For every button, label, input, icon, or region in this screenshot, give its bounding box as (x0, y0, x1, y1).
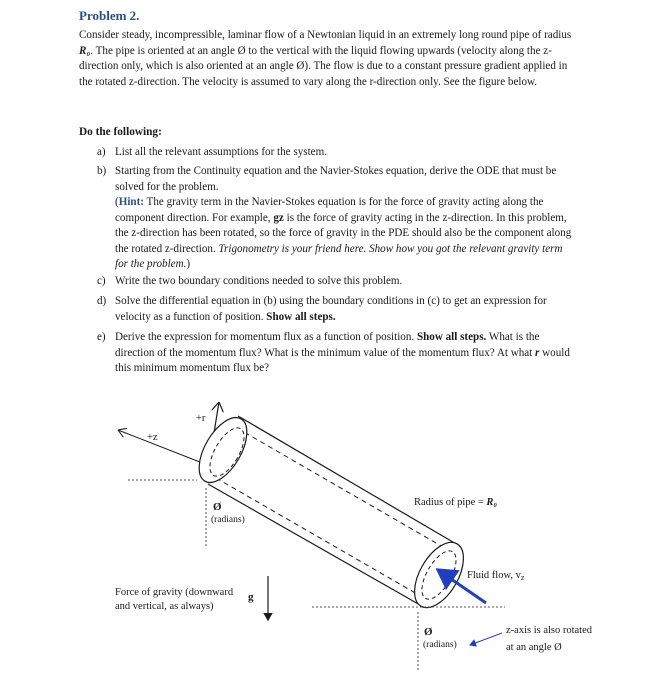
tasks-heading: Do the following: (79, 126, 162, 138)
task-b-label: b) (97, 165, 107, 177)
z-axis-note-pointer (470, 633, 502, 645)
gravity-label-line2: and vertical, as always) (115, 601, 214, 612)
gravity-g-label: g (248, 591, 254, 603)
phi-right-label: Ø (424, 626, 433, 638)
intro-part-2: . The pipe is oriented at an angle Ø to the vertical with the liquid flowing upwards (velocity along the z-direction only, which is also oriented at an angle Ø). The flow is due to a constant pressure gradient applied in the rotated z-direction. The velocity is assumed to vary along the r-direction only. See the figure below. (79, 44, 568, 88)
task-e-part-2: What is the direction of the momentum flux? What is the minimum value of the momentum flux? At what (115, 331, 540, 359)
task-d-label: d) (97, 295, 107, 307)
hint-part-2: is the force of gravity acting in the z-direction. In this problem, the z-direction has been rotated, so the force of gravity in the PDE should also be the component along the rotated z-direction. (115, 211, 572, 255)
z-axis-note-line2: at an angle Ø (506, 642, 562, 653)
task-c-label: c) (97, 275, 106, 287)
r-symbol: r (535, 346, 540, 359)
task-e-part-3: would this minimum momentum flux be? (115, 346, 570, 375)
radius-symbol: R₀ (79, 44, 91, 57)
radians-left-label: (radians) (211, 515, 245, 525)
plus-z-label: +z (147, 432, 158, 443)
task-e-part-1: Derive the expression for momentum flux as a function of position. (115, 331, 417, 343)
z-axis-note-line1: z-axis is also rotated (506, 625, 593, 636)
hint-part-1: The gravity term in the Navier-Stokes equation is for the force of gravity acting along the component direction. For example, (115, 196, 544, 224)
phi-left-label: Ø (213, 501, 222, 513)
intro-part-1: Consider steady, incompressible, laminar flow of a Newtonian liquid in an extremely long round pipe of radius (79, 29, 572, 41)
task-d-bold: Show all steps. (266, 310, 336, 323)
task-b-text: Starting from the Continuity equation and the Navier-Stokes equation, derive the ODE that must be solved for the problem. (115, 165, 557, 193)
hint-gz: gz (273, 211, 284, 224)
gravity-label-line1: Force of gravity (downward (115, 587, 234, 598)
plus-r-label: +r (196, 413, 206, 424)
problem-title: Problem 2. (79, 8, 140, 23)
task-a-label: a) (97, 146, 106, 158)
pipe (189, 410, 473, 616)
z-axis-arrow (118, 430, 210, 466)
radians-right-label: (radians) (423, 640, 457, 650)
radius-label: Radius of pipe = R₀ (414, 497, 498, 508)
hint-open: ( (115, 196, 119, 208)
task-e-bold: Show all steps. (416, 331, 487, 343)
hint-label: Hint: (118, 196, 144, 208)
hint-italic: Trigonometry is your friend here. Show how you got the relevant gravity term for the problem. (115, 242, 563, 271)
task-a-text: List all the relevant assumptions for the system. (115, 146, 327, 158)
task-c-text: Write the two boundary conditions needed to solve this problem. (115, 275, 403, 287)
task-e-label: e) (97, 331, 106, 343)
hint-close: ) (186, 258, 191, 271)
fluid-flow-label: Fluid flow, vz (467, 570, 525, 582)
task-d-body: Solve the differential equation in (b) using the boundary conditions in (c) to get an expression for velocity as a function of position. (115, 295, 547, 323)
